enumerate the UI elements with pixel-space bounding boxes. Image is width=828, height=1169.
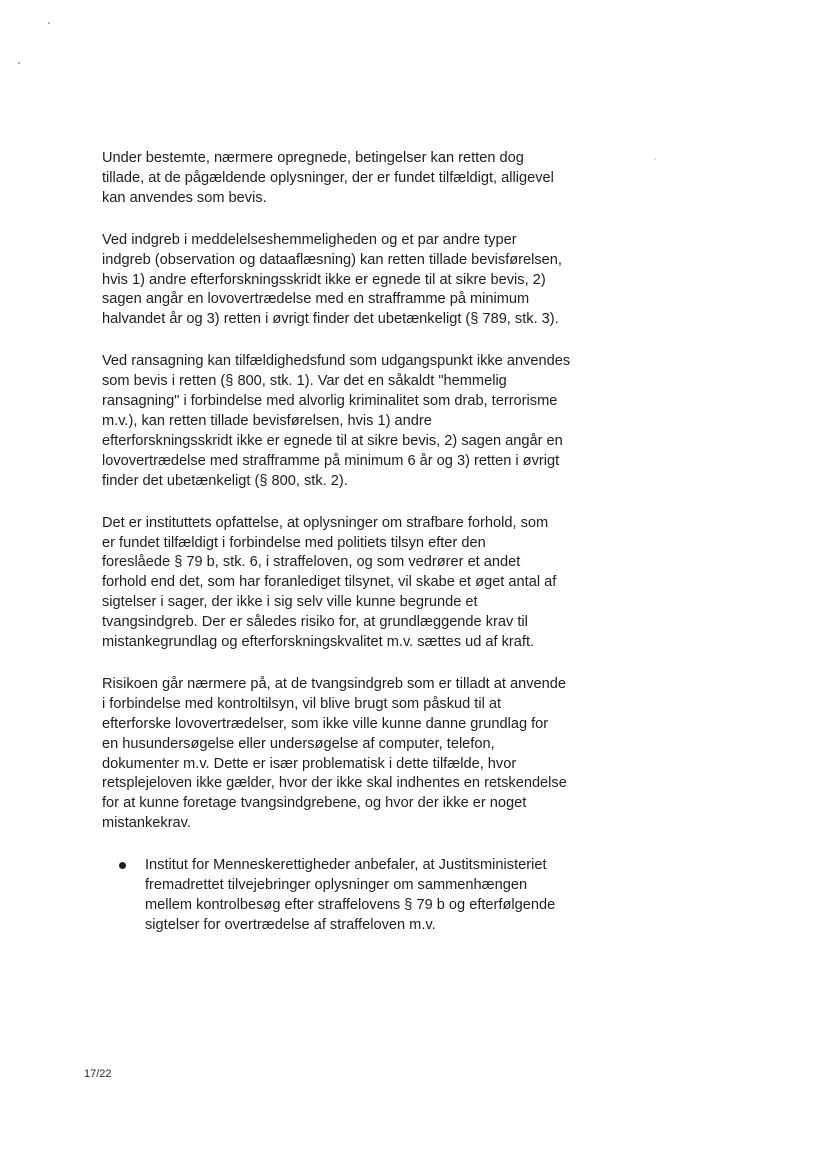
text-line: fremadrettet tilvejebringer oplysninger om sammenhængen <box>145 877 528 894</box>
text-line: dokumenter m.v. Dette er især problematisk i dette tilfælde, hvor <box>102 755 517 772</box>
text-line: sagen angår en lovovertrædelse med en strafframme på minimum <box>102 291 530 308</box>
text-line: kan anvendes som bevis. <box>102 189 267 206</box>
document-body <box>102 149 582 936</box>
scan-speck <box>654 158 656 160</box>
text-line: efterforske lovovertrædelser, som ikke ville kunne danne grundlag for <box>102 715 549 732</box>
text-line: mellem kontrolbesøg efter straffelovens § 79 b og efterfølgende <box>145 897 556 913</box>
text-line: er fundet tilfældigt i forbindelse med politiets tilsyn efter den <box>102 534 486 551</box>
text-line: halvandet år og 3) retten i øvrigt finder det ubetænkeligt (§ 789, stk. 3). <box>102 311 559 328</box>
text-line: Under bestemte, nærmere opregnede, betingelser kan retten dog <box>102 150 524 166</box>
text-line: tillade, at de pågældende oplysninger, der er fundet tilfældigt, alligevel <box>102 169 554 186</box>
text-line: m.v.), kan retten tillade bevisførelsen, hvis 1) andre <box>102 412 432 429</box>
text-line: ransagning" i forbindelse med alvorlig kriminalitet som drab, terrorisme <box>102 393 558 410</box>
recommendation-item <box>102 856 582 936</box>
text-line: tvangsindgreb. Der er således risiko for, at grundlæggende krav til <box>102 614 528 631</box>
text-line: for at kunne foretage tvangsindgrebene, og hvor der ikke er noget <box>102 795 527 812</box>
text-line: retsplejeloven ikke gælder, hvor der ikke skal indhentes en retskendelse <box>102 775 567 792</box>
text-line: Ved indgreb i meddelelseshemmeligheden og et par andre typer <box>102 231 517 248</box>
bullet-icon <box>119 862 126 869</box>
text-line: i forbindelse med kontroltilsyn, vil blive brugt som påskud til at <box>102 695 502 712</box>
recommendation-list <box>102 856 582 936</box>
text-line: Institut for Menneskerettigheder anbefaler, at Justitsministeriet <box>145 857 547 874</box>
scan-speck <box>18 62 20 64</box>
text-line: Ved ransagning kan tilfældighedsfund som udgangspunkt ikke anvendes <box>102 353 571 370</box>
text-line: mistankegrundlag og efterforskningskvalitet m.v. sættes ud af kraft. <box>102 634 535 651</box>
text-line: hvis 1) andre efterforskningsskridt ikke er egnede til at sikre bevis, 2) <box>102 271 546 288</box>
text-line: forhold end det, som har foranlediget tilsynet, vil skabe et øget antal af <box>102 574 557 591</box>
text-line: foreslåede § 79 b, stk. 6, i straffeloven, og som vedrører et andet <box>102 554 521 571</box>
text-line: finder det ubetænkeligt (§ 800, stk. 2). <box>102 472 348 489</box>
scan-speck <box>48 22 50 24</box>
text-line: sigtelser i sager, der ikke i sig selv ville kunne begrunde et <box>102 594 478 611</box>
text-line: som bevis i retten (§ 800, stk. 1). Var det en såkaldt "hemmelig <box>102 373 507 390</box>
text-line: efterforskningsskridt ikke er egnede til at sikre bevis, 2) sagen angår en <box>102 432 563 449</box>
paragraph-tilfaeldighedsfund-intro <box>102 149 582 209</box>
text-line: lovovertrædelse med strafframme på minimum 6 år og 3) retten i øvrigt <box>102 452 560 469</box>
text-line: Det er instituttets opfattelse, at oplysninger om strafbare forhold, som <box>102 514 549 531</box>
text-line: sigtelser for overtrædelse af straffeloven m.v. <box>145 916 436 933</box>
text-line: mistankekrav. <box>102 815 191 832</box>
paragraph-meddelelseshemmelighed <box>102 231 582 331</box>
paragraph-ransagning <box>102 352 582 491</box>
text-line: en husundersøgelse eller undersøgelse af computer, telefon, <box>102 735 495 752</box>
text-line: Risikoen går nærmere på, at de tvangsindgreb som er tilladt at anvende <box>102 675 567 692</box>
paragraph-risikoen <box>102 675 582 834</box>
page-number: 17/22 <box>84 1068 112 1080</box>
paragraph-instituttets-opfattelse <box>102 514 582 653</box>
text-line: indgreb (observation og dataaflæsning) kan retten tillade bevisførelsen, <box>102 251 562 268</box>
